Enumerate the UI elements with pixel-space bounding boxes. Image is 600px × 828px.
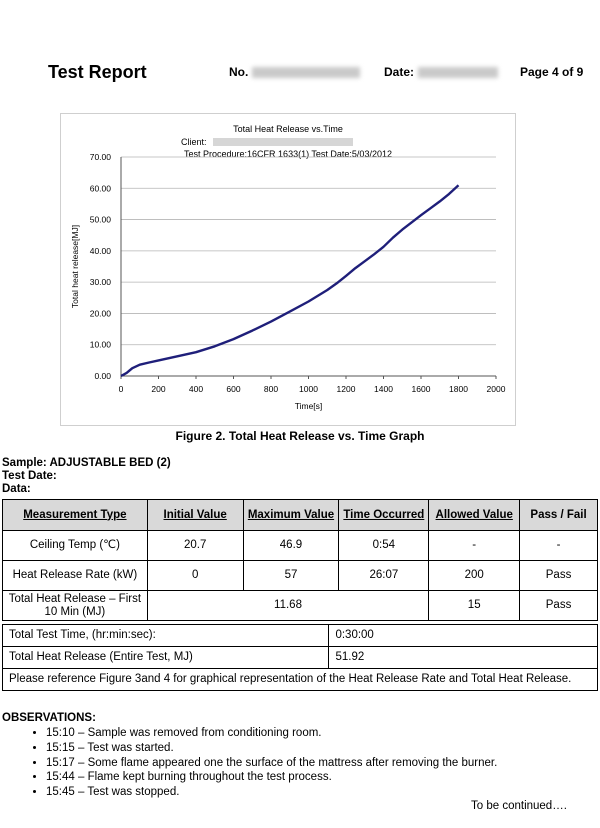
table-cell: 46.9 bbox=[243, 531, 339, 561]
chart-procedure: Test Procedure:16CFR 1633(1) Test Date:5/03/2012 bbox=[184, 149, 392, 159]
list-item: • 15:45 – Test was stopped. bbox=[46, 785, 497, 800]
report-number bbox=[229, 65, 360, 79]
total-heat-label: Total Heat Release (Entire Test, MJ) bbox=[3, 647, 329, 669]
figure-caption: Figure 2. Total Heat Release vs. Time Graph bbox=[175, 429, 425, 443]
y-tick-label: 0.00 bbox=[94, 371, 111, 381]
x-tick-label: 400 bbox=[188, 384, 204, 394]
table-cell: - bbox=[520, 531, 598, 561]
table-header-row bbox=[3, 500, 598, 531]
table-cell: 26:07 bbox=[339, 561, 429, 591]
x-tick-label: 200 bbox=[151, 384, 166, 394]
table-cell: Pass bbox=[520, 591, 598, 621]
x-tick-label: 1600 bbox=[411, 384, 431, 394]
x-tick-label: 800 bbox=[263, 384, 279, 394]
col-header: Maximum Value bbox=[243, 500, 339, 531]
table-cell: 0 bbox=[147, 561, 243, 591]
list-item: • 15:17 – Some flame appeared one the surface of the mattress after removing the burner. bbox=[46, 756, 497, 771]
series-line bbox=[121, 185, 459, 376]
col-header: Time Occurred bbox=[339, 500, 429, 531]
report-header bbox=[0, 60, 600, 86]
report-title: Test Report bbox=[48, 62, 147, 82]
x-tick-label: 1000 bbox=[299, 384, 318, 394]
total-heat-value: 51.92 bbox=[329, 647, 598, 669]
sample-info bbox=[2, 457, 171, 496]
table-row bbox=[3, 531, 598, 561]
table-cell: 15 bbox=[429, 591, 520, 621]
test-date-label: Test Date: bbox=[2, 470, 57, 482]
col-header: Measurement Type bbox=[3, 500, 148, 531]
table-cell: Ceiling Temp (℃) bbox=[3, 531, 148, 561]
reference-note: Please reference Figure 3and 4 for graphical representation of the Heat Release Rate and Total Heat Release. bbox=[3, 669, 598, 691]
table-cell: Total Heat Release – First 10 Min (MJ) bbox=[3, 591, 148, 621]
observations-title: OBSERVATIONS: bbox=[2, 712, 96, 724]
table-cell: 57 bbox=[243, 561, 339, 591]
table-cell: Pass bbox=[520, 561, 598, 591]
chart-client-label: Client: bbox=[181, 137, 207, 147]
x-tick-label: 600 bbox=[226, 384, 241, 394]
total-heat-release-chart bbox=[61, 114, 515, 425]
col-header: Allowed Value bbox=[429, 500, 520, 531]
list-item: • 15:15 – Test was started. bbox=[46, 741, 497, 756]
list-item: • 15:44 – Flame kept burning throughout the test process. bbox=[46, 770, 497, 785]
page-number: Page 4 of 9 bbox=[520, 65, 584, 79]
report-date-label: Date: bbox=[384, 65, 415, 79]
redacted-number bbox=[252, 67, 360, 78]
table-cell: 0:54 bbox=[339, 531, 429, 561]
x-axis-label: Time[s] bbox=[294, 401, 323, 411]
y-tick-label: 60.00 bbox=[89, 183, 111, 194]
y-tick-label: 20.00 bbox=[89, 308, 111, 319]
total-time-value: 0:30:00 bbox=[329, 625, 598, 647]
col-header: Pass / Fail bbox=[520, 500, 598, 531]
y-tick-label: 40.00 bbox=[89, 245, 111, 256]
observations-list bbox=[24, 726, 497, 800]
sample-name: Sample: ADJUSTABLE BED (2) bbox=[2, 457, 171, 469]
report-date bbox=[384, 65, 498, 79]
total-time-label: Total Test Time, (hr:min:sec): bbox=[3, 625, 329, 647]
table-cell: 11.68 bbox=[147, 591, 429, 621]
redacted-client bbox=[213, 138, 353, 146]
table-row bbox=[3, 561, 598, 591]
chart-container bbox=[60, 113, 516, 426]
x-tick-label: 0 bbox=[118, 384, 124, 394]
x-tick-label: 1400 bbox=[374, 384, 393, 394]
results-table bbox=[2, 499, 598, 621]
table-cell: 200 bbox=[429, 561, 520, 591]
x-tick-label: 2000 bbox=[486, 384, 506, 394]
col-header: Initial Value bbox=[147, 500, 243, 531]
table-row bbox=[3, 625, 598, 647]
y-tick-label: 50.00 bbox=[89, 214, 111, 225]
table-row bbox=[3, 669, 598, 691]
continued-note: To be continued…. bbox=[471, 800, 567, 812]
y-tick-label: 30.00 bbox=[89, 277, 111, 288]
list-item: • 15:10 – Sample was removed from conditioning room. bbox=[46, 726, 497, 741]
table-cell: 20.7 bbox=[147, 531, 243, 561]
table-cell: - bbox=[429, 531, 520, 561]
table-cell: Heat Release Rate (kW) bbox=[3, 561, 148, 591]
x-tick-label: 1800 bbox=[449, 384, 468, 394]
report-number-label: No. bbox=[229, 65, 249, 79]
table-row bbox=[3, 591, 598, 621]
summary-table bbox=[2, 624, 598, 691]
y-tick-label: 10.00 bbox=[89, 339, 111, 350]
table-row bbox=[3, 647, 598, 669]
y-axis-label: Total heat release[MJ] bbox=[70, 224, 80, 309]
data-label: Data: bbox=[2, 483, 31, 495]
x-tick-label: 1200 bbox=[336, 384, 356, 394]
chart-title: Total Heat Release vs.Time bbox=[233, 124, 343, 134]
redacted-date bbox=[418, 67, 498, 78]
y-tick-label: 70.00 bbox=[89, 152, 111, 162]
